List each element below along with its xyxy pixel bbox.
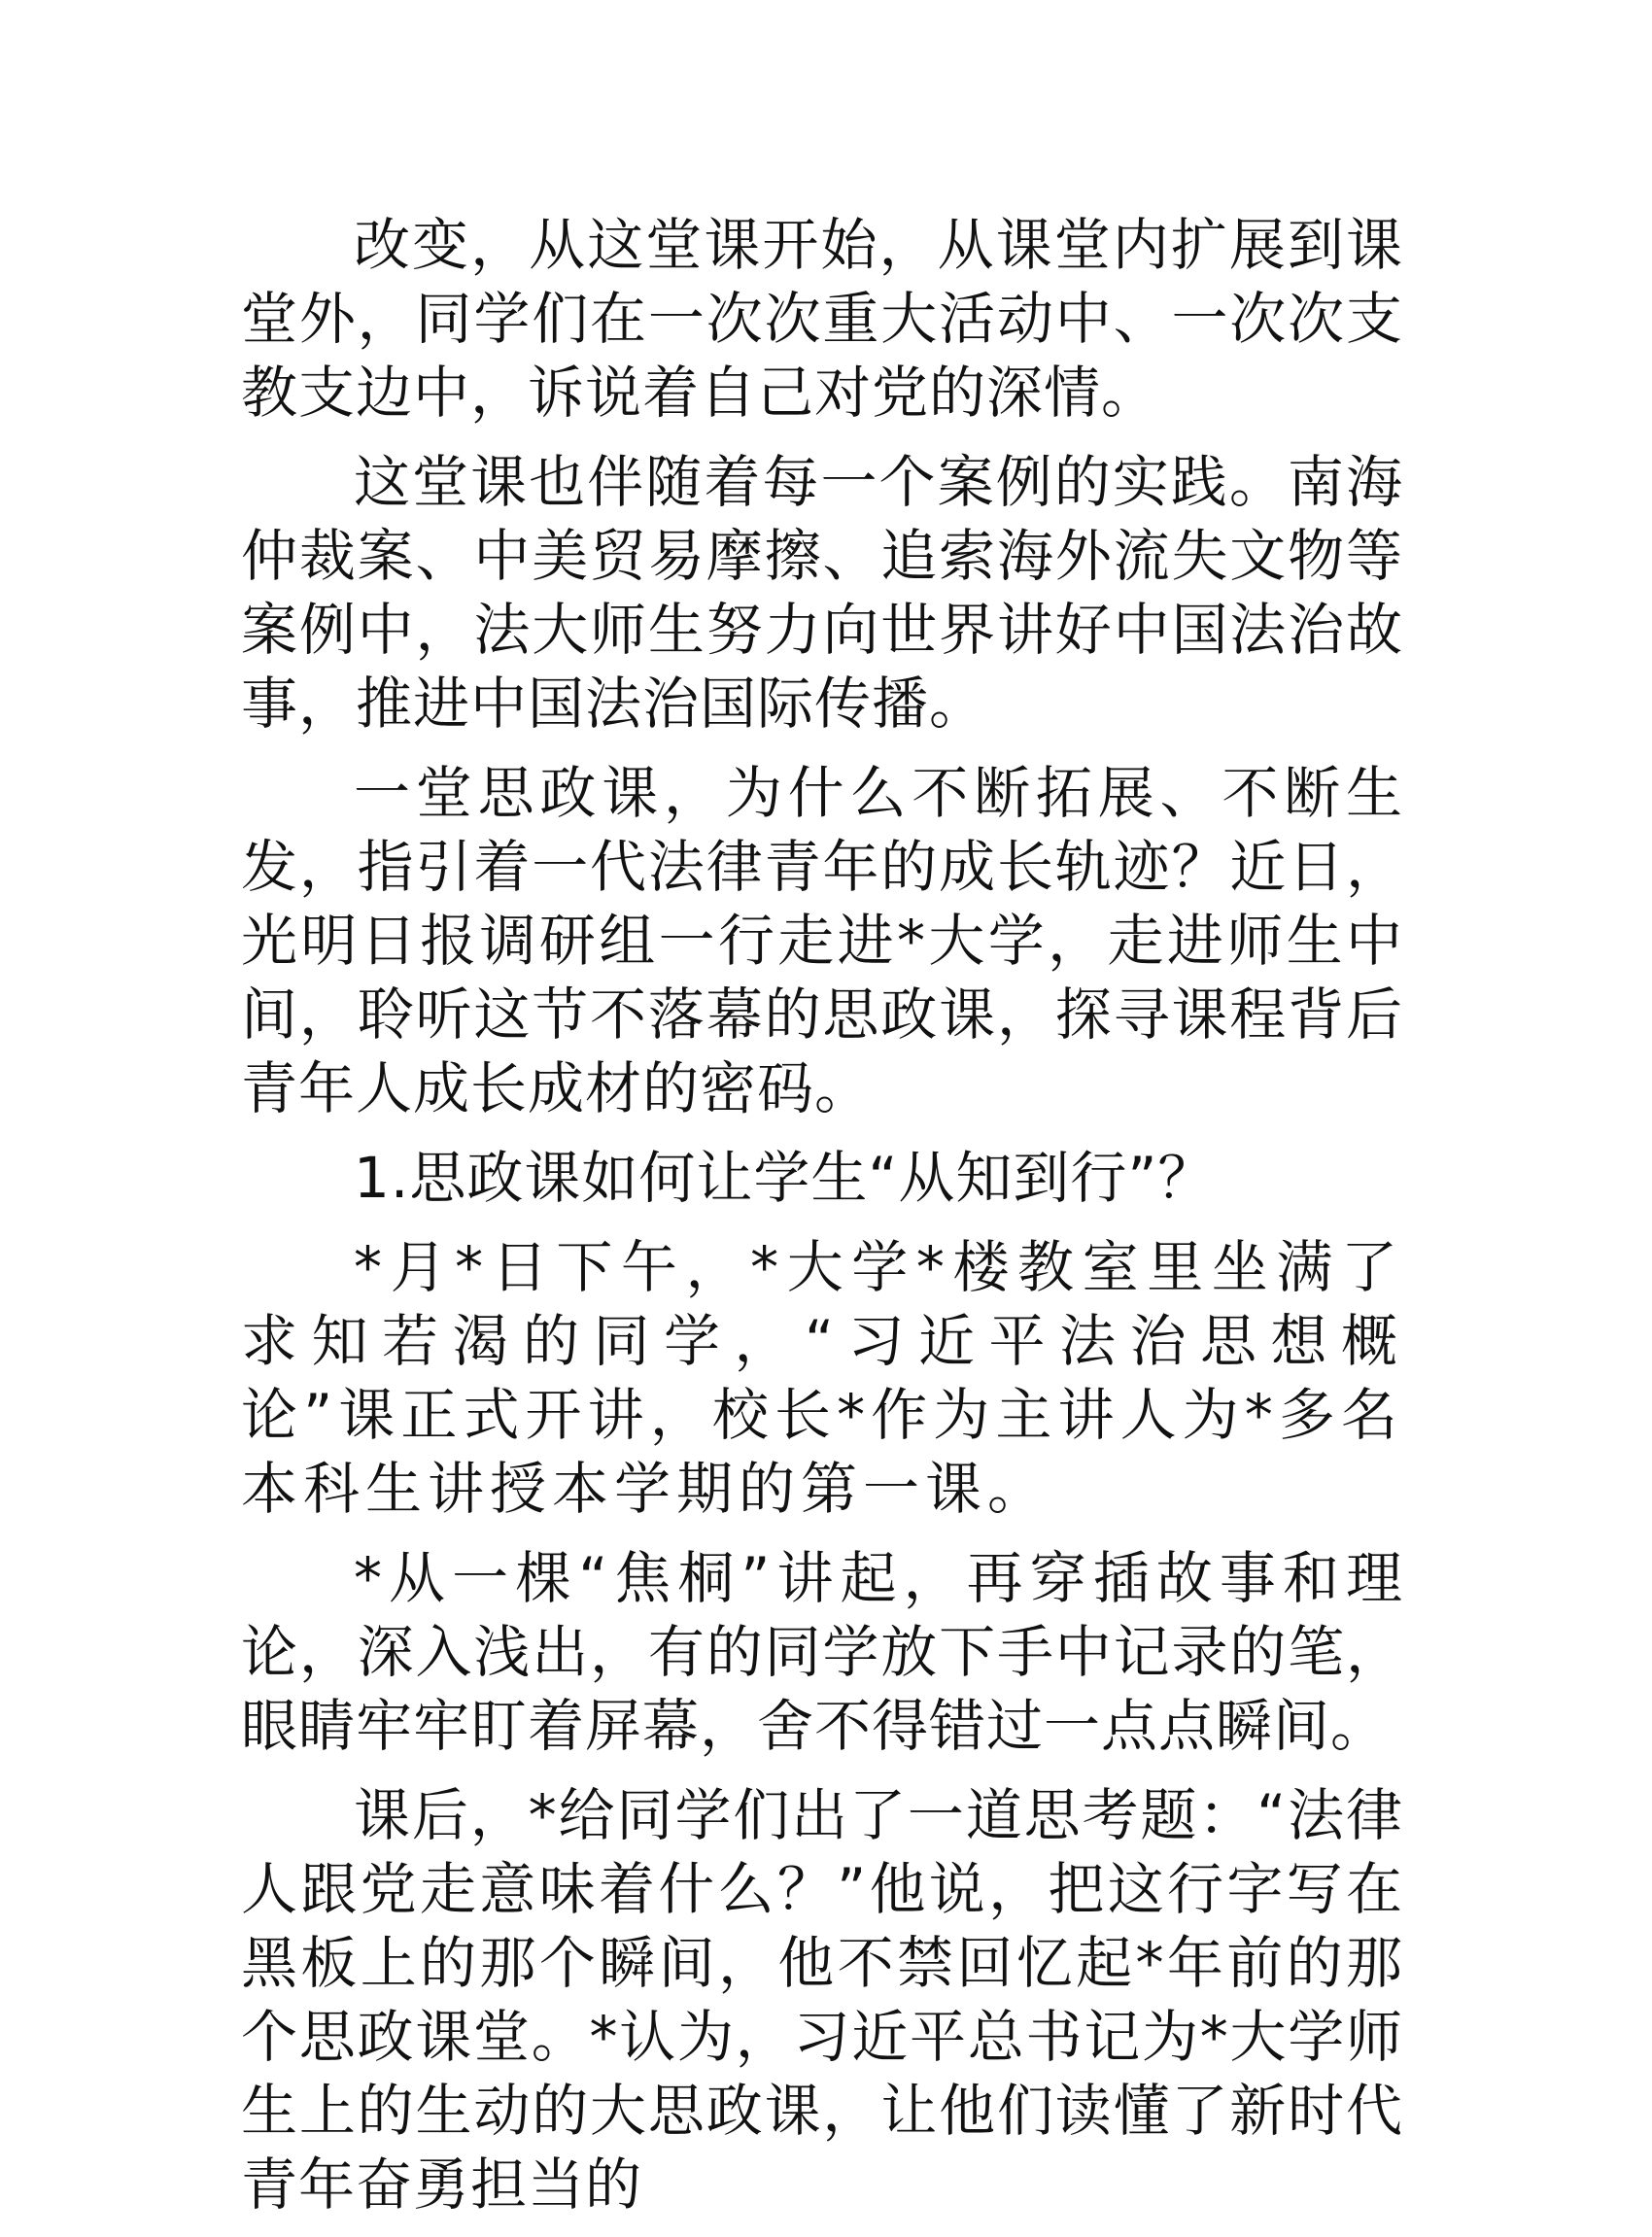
section-heading-knowledge-to-action: 1.思政课如何让学生“从知到行”？ bbox=[354, 1145, 1216, 1211]
paragraph-change-begins: 改变，从这堂课开始，从课堂内扩展到课堂外，同学们在一次次重大活动中、一次次支教支边中，诉说着自己对党的深情。 bbox=[241, 212, 1403, 426]
paragraph-jiaotong-story: *从一棵“焦桐”讲起，再穿插故事和理论，深入浅出，有的同学放下手中记录的笔，眼睛牢牢盯着屏幕，舍不得错过一点点瞬间。 bbox=[241, 1545, 1403, 1759]
document-page bbox=[241, 208, 1403, 2237]
paragraph-why-expanding: 一堂思政课，为什么不断拓展、不断生发，指引着一代法律青年的成长轨迹？近日，光明日报调研组一行走进*大学，走进师生中间，聆听这节不落幕的思政课，探寻课程背后青年人成长成材的密码。 bbox=[241, 760, 1403, 1121]
paragraph-after-class-question: 课后，*给同学们出了一道思考题：“法律人跟党走意味着什么？”他说，把这行字写在黑板上的那个瞬间，他不禁回忆起*年前的那个思政课堂。*认为，习近平总书记为*大学师生上的生动的大思政课，让他们读懂了新时代青年奋勇担当的 bbox=[241, 1782, 1403, 2218]
paragraph-first-lecture: *月*日下午，*大学*楼教室里坐满了求知若渴的同学，“习近平法治思想概论”课正式开讲，校长*作为主讲人为*多名本科生讲授本学期的第一课。 bbox=[241, 1234, 1403, 1522]
paragraph-case-practice: 这堂课也伴随着每一个案例的实践。南海仲裁案、中美贸易摩擦、追索海外流失文物等案例中，法大师生努力向世界讲好中国法治故事，推进中国法治国际传播。 bbox=[241, 449, 1403, 737]
